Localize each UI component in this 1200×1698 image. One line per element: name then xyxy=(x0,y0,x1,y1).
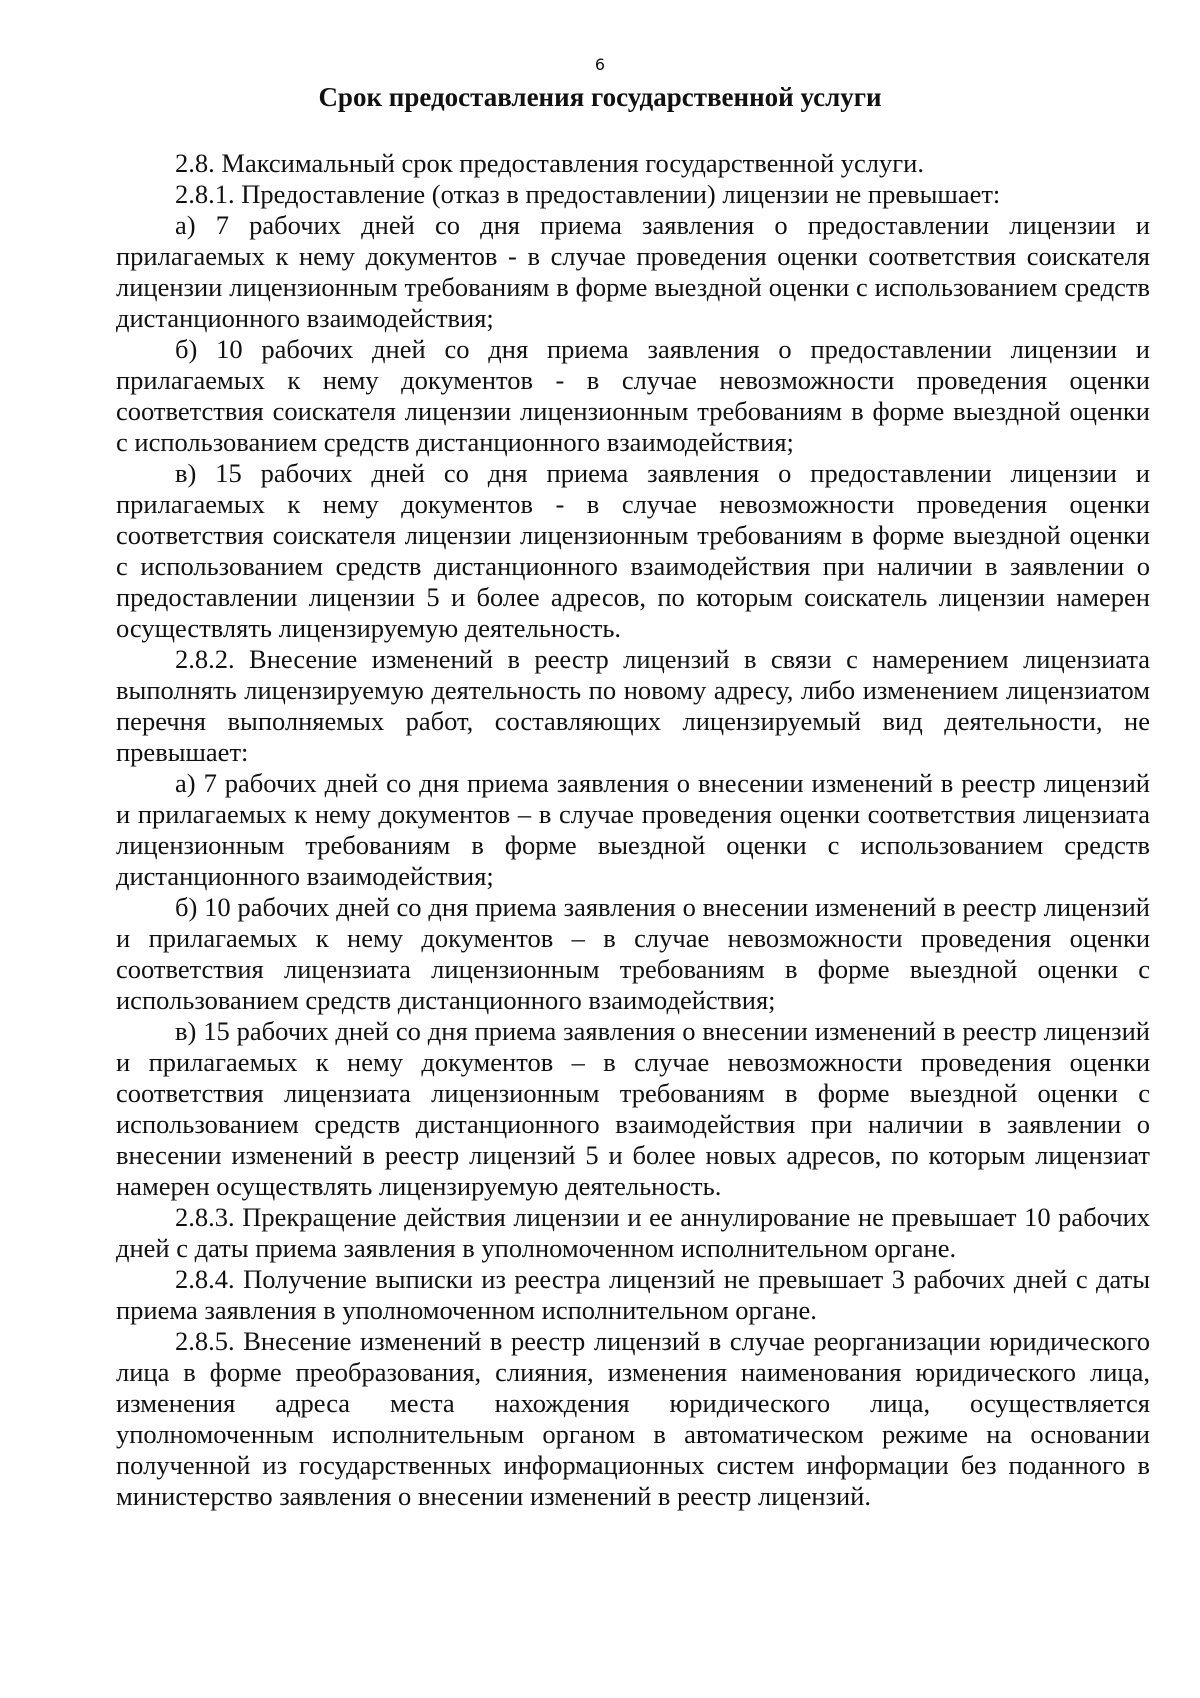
section-title: Срок предоставления государственной услуги xyxy=(318,82,882,112)
paragraph-2-8-1: 2.8.1. Предоставление (отказ в предоставлении) лицензии не превышает: xyxy=(175,179,1001,209)
paragraph-2-8-2: 2.8.2. Внесение изменений в реестр лицензий в связи с намерением лицензиата выполнять лицензируемую деятельность по новому адресу, либо изменением лицензиатом перечня выполняемых работ, составляющих лицензируемый вид деятельности, не превышает: xyxy=(116,644,1150,767)
paragraph-2-8-1-a: а) 7 рабочих дней со дня приема заявления о предоставлении лицензии и прилагаемых к нему документов - в случае проведения оценки соответствия соискателя лицензии лицензионным требованиям в форме выездной оценки с использованием средств дистанционного взаимодействия; xyxy=(116,210,1150,333)
paragraph-2-8: 2.8. Максимальный срок предоставления государственной услуги. xyxy=(175,148,924,178)
paragraph-2-8-2-a: а) 7 рабочих дней со дня приема заявления о внесении изменений в реестр лицензий и прилагаемых к нему документов – в случае проведения оценки соответствия лицензиата лицензионным требованиям в форме выездной оценки с использованием средств дистанционного взаимодействия; xyxy=(116,768,1150,891)
paragraph-2-8-2-v: в) 15 рабочих дней со дня приема заявления о внесении изменений в реестр лицензий и прилагаемых к нему документов – в случае невозможности проведения оценки соответствия лицензиата лицензионным требованиям в форме выездной оценки с использованием средств дистанционного взаимодействия при наличии в заявлении о внесении изменений в реестр лицензий 5 и более новых адресов, по которым лицензиат намерен осуществлять лицензируемую деятельность. xyxy=(116,1016,1150,1201)
paragraph-2-8-5: 2.8.5. Внесение изменений в реестр лицензий в случае реорганизации юридического лица в форме преобразования, слияния, изменения наименования юридического лица, изменения адреса места нахождения юридического лица, осуществляется уполномоченным исполнительным органом в автоматическом режиме на основании полученной из государственных информационных систем информации без поданного в министерство заявления о внесении изменений в реестр лицензий. xyxy=(116,1326,1150,1511)
page-number: 6 xyxy=(594,55,606,74)
paragraph-2-8-2-b: б) 10 рабочих дней со дня приема заявления о внесении изменений в реестр лицензий и прилагаемых к нему документов – в случае невозможности проведения оценки соответствия лицензиата лицензионным требованиям в форме выездной оценки с использованием средств дистанционного взаимодействия; xyxy=(116,892,1150,1015)
paragraph-2-8-4: 2.8.4. Получение выписки из реестра лицензий не превышает 3 рабочих дней с даты приема заявления в уполномоченном исполнительном органе. xyxy=(116,1264,1150,1325)
paragraph-2-8-1-v: в) 15 рабочих дней со дня приема заявления о предоставлении лицензии и прилагаемых к нему документов - в случае невозможности проведения оценки соответствия соискателя лицензии лицензионным требованиям в форме выездной оценки с использованием средств дистанционного взаимодействия при наличии в заявлении о предоставлении лицензии 5 и более адресов, по которым соискатель лицензии намерен осуществлять лицензируемую деятельность. xyxy=(116,458,1150,643)
paragraph-2-8-3: 2.8.3. Прекращение действия лицензии и ее аннулирование не превышает 10 рабочих дней с даты приема заявления в уполномоченном исполнительном органе. xyxy=(116,1202,1150,1263)
paragraph-2-8-1-b: б) 10 рабочих дней со дня приема заявления о предоставлении лицензии и прилагаемых к нему документов - в случае невозможности проведения оценки соответствия соискателя лицензии лицензионным требованиям в форме выездной оценки с использованием средств дистанционного взаимодействия; xyxy=(116,334,1150,457)
document-body xyxy=(116,148,1150,1512)
